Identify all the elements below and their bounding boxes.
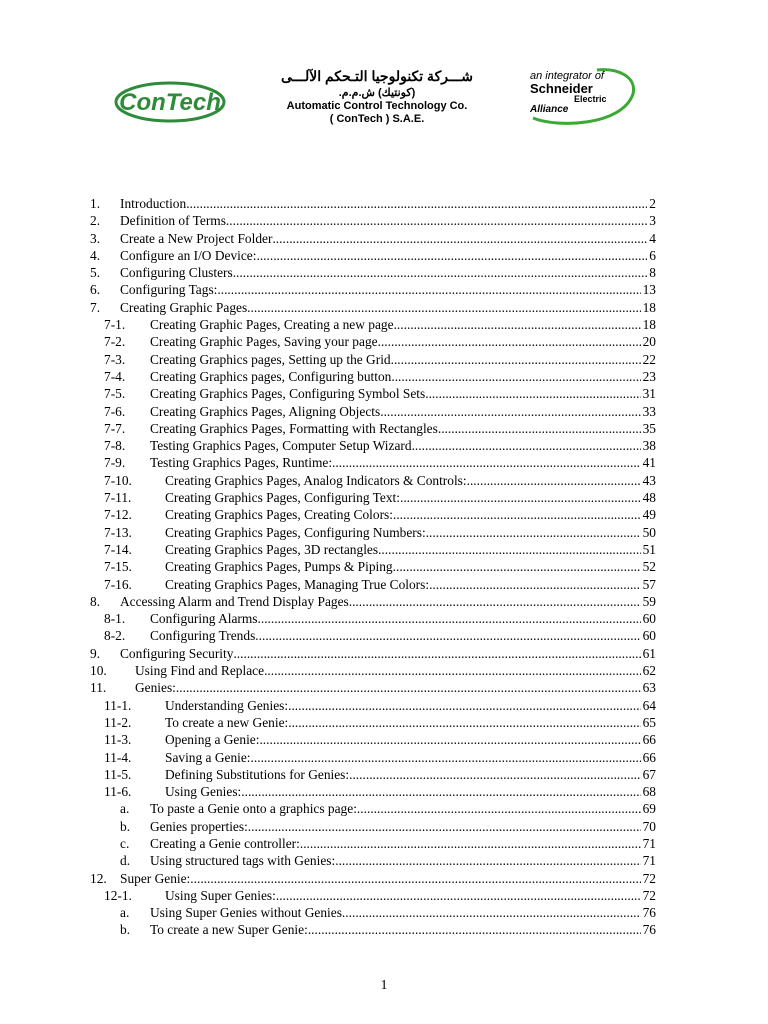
toc-entry-number: 9. [90, 645, 101, 661]
toc-entry-number: 7-11. [104, 490, 132, 506]
toc-entry[interactable] [90, 576, 656, 593]
toc-dot-leader [391, 368, 640, 385]
toc-dot-leader [412, 437, 641, 454]
toc-entry-title: To paste a Genie onto a graphics page: [150, 801, 357, 817]
toc-entry-number: d. [120, 853, 131, 869]
toc-entry-page: 60 [642, 628, 656, 644]
toc-entry-title: Creating Graphic Pages, Saving your page [150, 334, 378, 350]
toc-dot-leader [380, 403, 640, 420]
toc-entry-number: b. [120, 922, 131, 938]
toc-entry[interactable] [90, 281, 656, 298]
toc-dot-leader [256, 247, 647, 264]
toc-entry[interactable] [90, 437, 656, 454]
toc-entry-number: 6. [90, 282, 101, 298]
toc-entry-page: 38 [642, 438, 656, 454]
toc-entry-title: Creating Graphic Pages [120, 299, 248, 315]
toc-dot-leader [264, 662, 641, 679]
toc-entry-page: 18 [642, 317, 656, 333]
toc-entry[interactable] [90, 593, 656, 610]
toc-dot-leader [349, 766, 641, 783]
toc-entry-page: 72 [642, 870, 656, 886]
toc-dot-leader [357, 800, 641, 817]
toc-entry-page: 67 [642, 766, 656, 782]
toc-entry-title: To create a new Genie: [165, 714, 289, 730]
toc-entry[interactable] [90, 524, 656, 541]
toc-entry[interactable] [90, 835, 656, 852]
toc-entry[interactable] [90, 385, 656, 402]
toc-entry-number: 12-1. [104, 887, 132, 903]
toc-entry-title: Configure an I/O Device: [120, 247, 257, 263]
toc-entry[interactable] [90, 316, 656, 333]
toc-dot-leader [349, 593, 641, 610]
toc-entry[interactable] [90, 230, 656, 247]
toc-entry[interactable] [90, 645, 656, 662]
toc-entry-number: 7-16. [104, 576, 132, 592]
toc-entry-title: Opening a Genie: [165, 732, 260, 748]
toc-dot-leader [233, 645, 640, 662]
toc-entry-title: Super Genie: [120, 870, 191, 886]
toc-entry[interactable] [90, 403, 656, 420]
toc-entry[interactable] [90, 333, 656, 350]
toc-entry-page: 33 [642, 403, 656, 419]
toc-entry-title: Using Super Genies without Genies [150, 905, 342, 921]
toc-dot-leader [393, 558, 641, 575]
toc-entry[interactable] [90, 299, 656, 316]
toc-entry-title: Testing Graphics Pages, Runtime: [150, 455, 333, 471]
toc-dot-leader [276, 887, 641, 904]
toc-entry-number: a. [120, 905, 130, 921]
toc-entry-page: 71 [642, 853, 656, 869]
toc-entry[interactable] [90, 368, 656, 385]
toc-entry-number: 11-1. [104, 697, 132, 713]
contech-logo [112, 72, 228, 132]
toc-entry-page: 71 [642, 835, 656, 851]
toc-dot-leader [272, 230, 647, 247]
toc-entry-page: 69 [642, 801, 656, 817]
partner-line-2: Schneider [530, 81, 593, 96]
toc-entry-number: 8. [90, 593, 101, 609]
toc-dot-leader [342, 904, 641, 921]
toc-entry-page: 76 [642, 905, 656, 921]
toc-entry-title: Configuring Alarms [150, 611, 258, 627]
toc-entry-title: Creating a Genie controller: [150, 835, 300, 851]
toc-entry-number: 7-3. [104, 351, 126, 367]
toc-entry-title: Configuring Clusters [120, 265, 233, 281]
toc-entry-title: Definition of Terms [120, 213, 226, 229]
toc-entry[interactable] [90, 714, 656, 731]
toc-entry-number: 1. [90, 196, 101, 211]
toc-dot-leader [259, 731, 640, 748]
toc-entry-page: 31 [642, 386, 656, 402]
letterhead [112, 44, 638, 134]
toc-entry-number: 7-12. [104, 507, 132, 523]
toc-entry[interactable] [90, 679, 656, 696]
toc-entry-title: Configuring Trends [150, 628, 256, 644]
toc-entry[interactable] [90, 541, 656, 558]
toc-entry[interactable] [90, 454, 656, 471]
toc-entry-page: 41 [642, 455, 656, 471]
toc-entry-title: Configuring Tags: [120, 282, 218, 298]
toc-dot-leader [217, 281, 640, 298]
toc-entry-number: 7-2. [104, 334, 126, 350]
toc-dot-leader [378, 333, 641, 350]
toc-entry[interactable] [90, 195, 656, 212]
toc-entry-page: 48 [642, 490, 656, 506]
toc-entry-page: 64 [642, 697, 656, 713]
toc-entry-page: 4 [649, 230, 656, 246]
toc-dot-leader [394, 316, 641, 333]
toc-entry[interactable] [90, 247, 656, 264]
toc-entry-page: 8 [649, 265, 656, 281]
toc-dot-leader [233, 264, 648, 281]
toc-entry[interactable] [90, 749, 656, 766]
toc-dot-leader [393, 506, 641, 523]
toc-entry-title: Using structured tags with Genies: [150, 853, 336, 869]
toc-entry-number: 7-7. [104, 420, 126, 436]
toc-entry[interactable] [90, 818, 656, 835]
company-english-name: Automatic Control Technology Co. [286, 100, 468, 112]
toc-entry-page: 61 [642, 645, 656, 661]
toc-entry-page: 60 [642, 611, 656, 627]
toc-entry-page: 62 [642, 663, 656, 679]
toc-entry-title: Creating Graphics Pages, Aligning Objects [150, 403, 381, 419]
toc-dot-leader [247, 299, 640, 316]
toc-entry-title: Genies properties: [150, 818, 248, 834]
toc-entry[interactable] [90, 420, 656, 437]
svg-text:ConTech: ConTech [119, 89, 221, 116]
toc-entry-page: 20 [642, 334, 656, 350]
toc-entry-number: 7-14. [104, 541, 132, 557]
toc-dot-leader [226, 212, 647, 229]
schneider-alliance-logo [530, 70, 640, 115]
toc-entry-title: Testing Graphics Pages, Computer Setup Wizard [150, 438, 412, 454]
toc-entry[interactable] [90, 264, 656, 281]
toc-entry-number: 11-3. [104, 732, 132, 748]
toc-entry-number: 5. [90, 265, 101, 281]
toc-entry-number: 7-6. [104, 403, 126, 419]
toc-entry-page: 66 [642, 732, 656, 748]
toc-entry-page: 51 [642, 541, 656, 557]
toc-entry-page: 35 [642, 420, 656, 436]
toc-entry[interactable] [90, 887, 656, 904]
toc-dot-leader [300, 835, 641, 852]
toc-entry-page: 18 [642, 299, 656, 315]
toc-entry-title: Creating Graphics Pages, Managing True Colors: [165, 576, 430, 592]
toc-entry-title: Creating Graphics Pages, Pumps & Piping [165, 559, 393, 575]
company-arabic-name: شـــركة تكنولوجيا التـحكم الآلـــى [280, 68, 473, 84]
toc-entry-title: Creating Graphics Pages, Configuring Symbol Sets [150, 386, 426, 402]
toc-entry-page: 57 [642, 576, 656, 592]
toc-dot-leader [400, 489, 641, 506]
toc-dot-leader [248, 818, 641, 835]
toc-entry-title: Creating Graphics pages, Setting up the Grid [150, 351, 391, 367]
company-arabic-short: (كونتيك) ش.م.م. [338, 87, 416, 99]
toc-entry-number: a. [120, 801, 130, 817]
toc-entry-page: 63 [642, 680, 656, 696]
toc-entry-number: 11-6. [104, 784, 132, 800]
toc-dot-leader [332, 454, 641, 471]
toc-entry-title: Creating Graphics Pages, Configuring Text: [165, 490, 400, 506]
toc-entry-title: Saving a Genie: [165, 749, 251, 765]
toc-entry-title: To create a new Super Genie: [150, 922, 308, 938]
toc-entry[interactable] [90, 921, 656, 938]
toc-entry-title: Creating Graphics Pages, Analog Indicators & Controls: [165, 472, 467, 488]
toc-entry-title: Genies: [135, 680, 176, 696]
toc-entry-page: 66 [642, 749, 656, 765]
toc-dot-leader [467, 472, 641, 489]
toc-entry-number: 11-2. [104, 714, 132, 730]
toc-entry-title: Defining Substitutions for Genies: [165, 766, 350, 782]
toc-entry-number: c. [120, 835, 130, 851]
toc-entry-page: 52 [642, 559, 656, 575]
toc-entry-number: 7-5. [104, 386, 126, 402]
toc-entry-number: 7. [90, 299, 101, 315]
toc-dot-leader [438, 420, 641, 437]
toc-entry-page: 49 [642, 507, 656, 523]
toc-entry-number: 11-5. [104, 766, 132, 782]
toc-entry-page: 72 [642, 887, 656, 903]
toc-entry-number: 8-2. [104, 628, 126, 644]
toc-dot-leader [429, 576, 641, 593]
toc-entry-title: Using Super Genies: [165, 887, 276, 903]
toc-entry[interactable] [90, 852, 656, 869]
toc-entry[interactable] [90, 506, 656, 523]
toc-entry-page: 13 [642, 282, 656, 298]
toc-entry-number: 3. [90, 230, 101, 246]
toc-entry-page: 76 [642, 922, 656, 938]
table-of-contents [90, 195, 656, 939]
toc-entry-title: Accessing Alarm and Trend Display Pages [120, 593, 349, 609]
toc-entry-title: Create a New Project Folder [120, 230, 273, 246]
toc-entry-page: 2 [649, 196, 656, 211]
toc-entry-page: 3 [649, 213, 656, 229]
toc-entry-number: 7-15. [104, 559, 132, 575]
toc-entry[interactable] [90, 870, 656, 887]
toc-entry-page: 59 [642, 593, 656, 609]
toc-entry-number: 8-1. [104, 611, 126, 627]
toc-entry-number: 7-1. [104, 317, 126, 333]
toc-entry-title: Introduction [120, 196, 187, 211]
toc-entry[interactable] [90, 627, 656, 644]
toc-entry-number: 11. [90, 680, 107, 696]
company-english-short: ( ConTech ) S.A.E. [329, 113, 425, 125]
toc-dot-leader [391, 351, 641, 368]
toc-entry-title: Creating Graphics pages, Configuring button [150, 368, 392, 384]
toc-entry[interactable] [90, 904, 656, 921]
toc-entry-title: Creating Graphics Pages, 3D rectangles [165, 541, 379, 557]
toc-entry[interactable] [90, 766, 656, 783]
toc-entry-page: 22 [642, 351, 656, 367]
toc-dot-leader [426, 524, 641, 541]
toc-entry-number: 7-13. [104, 524, 132, 540]
toc-dot-leader [288, 714, 640, 731]
toc-entry[interactable] [90, 731, 656, 748]
toc-entry-number: 2. [90, 213, 101, 229]
toc-entry-number: 10. [90, 663, 107, 679]
toc-entry[interactable] [90, 558, 656, 575]
toc-entry-title: Understanding Genies: [165, 697, 289, 713]
toc-entry-page: 50 [642, 524, 656, 540]
toc-entry-number: 7-9. [104, 455, 126, 471]
toc-dot-leader [288, 697, 641, 714]
toc-entry-title: Creating Graphic Pages, Creating a new page [150, 317, 394, 333]
toc-entry-page: 23 [642, 368, 656, 384]
toc-entry-page: 65 [642, 714, 656, 730]
toc-entry-page: 6 [649, 247, 656, 263]
toc-dot-leader [241, 783, 640, 800]
toc-entry-number: 11-4. [104, 749, 132, 765]
toc-dot-leader [425, 385, 640, 402]
toc-entry-number: 7-10. [104, 472, 132, 488]
toc-dot-leader [186, 195, 647, 212]
toc-dot-leader [378, 541, 641, 558]
toc-entry[interactable] [90, 610, 656, 627]
toc-dot-leader [176, 679, 641, 696]
toc-dot-leader [251, 749, 641, 766]
toc-dot-leader [308, 921, 641, 938]
toc-entry[interactable] [90, 662, 656, 679]
toc-entry[interactable] [90, 783, 656, 800]
toc-entry-number: 4. [90, 247, 101, 263]
toc-entry[interactable] [90, 212, 656, 229]
toc-entry-title: Creating Graphics Pages, Formatting with Rectangles [150, 420, 438, 436]
toc-entry-number: b. [120, 818, 131, 834]
toc-entry-title: Creating Graphics Pages, Configuring Numbers: [165, 524, 426, 540]
toc-entry-page: 43 [642, 472, 656, 488]
toc-dot-leader [190, 870, 640, 887]
toc-entry-title: Configuring Security [120, 645, 234, 661]
company-block [277, 44, 477, 126]
toc-dot-leader [255, 627, 640, 644]
page-number: 1 [380, 978, 388, 993]
toc-entry[interactable] [90, 351, 656, 368]
toc-entry-number: 7-8. [104, 438, 126, 454]
toc-entry-page: 68 [642, 784, 656, 800]
toc-entry[interactable] [90, 800, 656, 817]
toc-dot-leader [258, 610, 641, 627]
toc-entry-title: Using Genies: [165, 784, 242, 800]
toc-entry-title: Using Find and Replace [135, 663, 265, 679]
toc-entry[interactable] [90, 489, 656, 506]
partner-line-3: Electric [574, 94, 607, 104]
toc-entry-number: 12. [90, 870, 107, 886]
toc-entry-page: 70 [642, 818, 656, 834]
partner-line-4: Alliance [530, 104, 569, 115]
toc-entry[interactable] [90, 697, 656, 714]
toc-entry-title: Creating Graphics Pages, Creating Colors: [165, 507, 393, 523]
toc-entry[interactable] [90, 472, 656, 489]
toc-dot-leader [335, 852, 640, 869]
partner-line-1: an integrator of [530, 70, 604, 82]
toc-entry-number: 7-4. [104, 368, 126, 384]
